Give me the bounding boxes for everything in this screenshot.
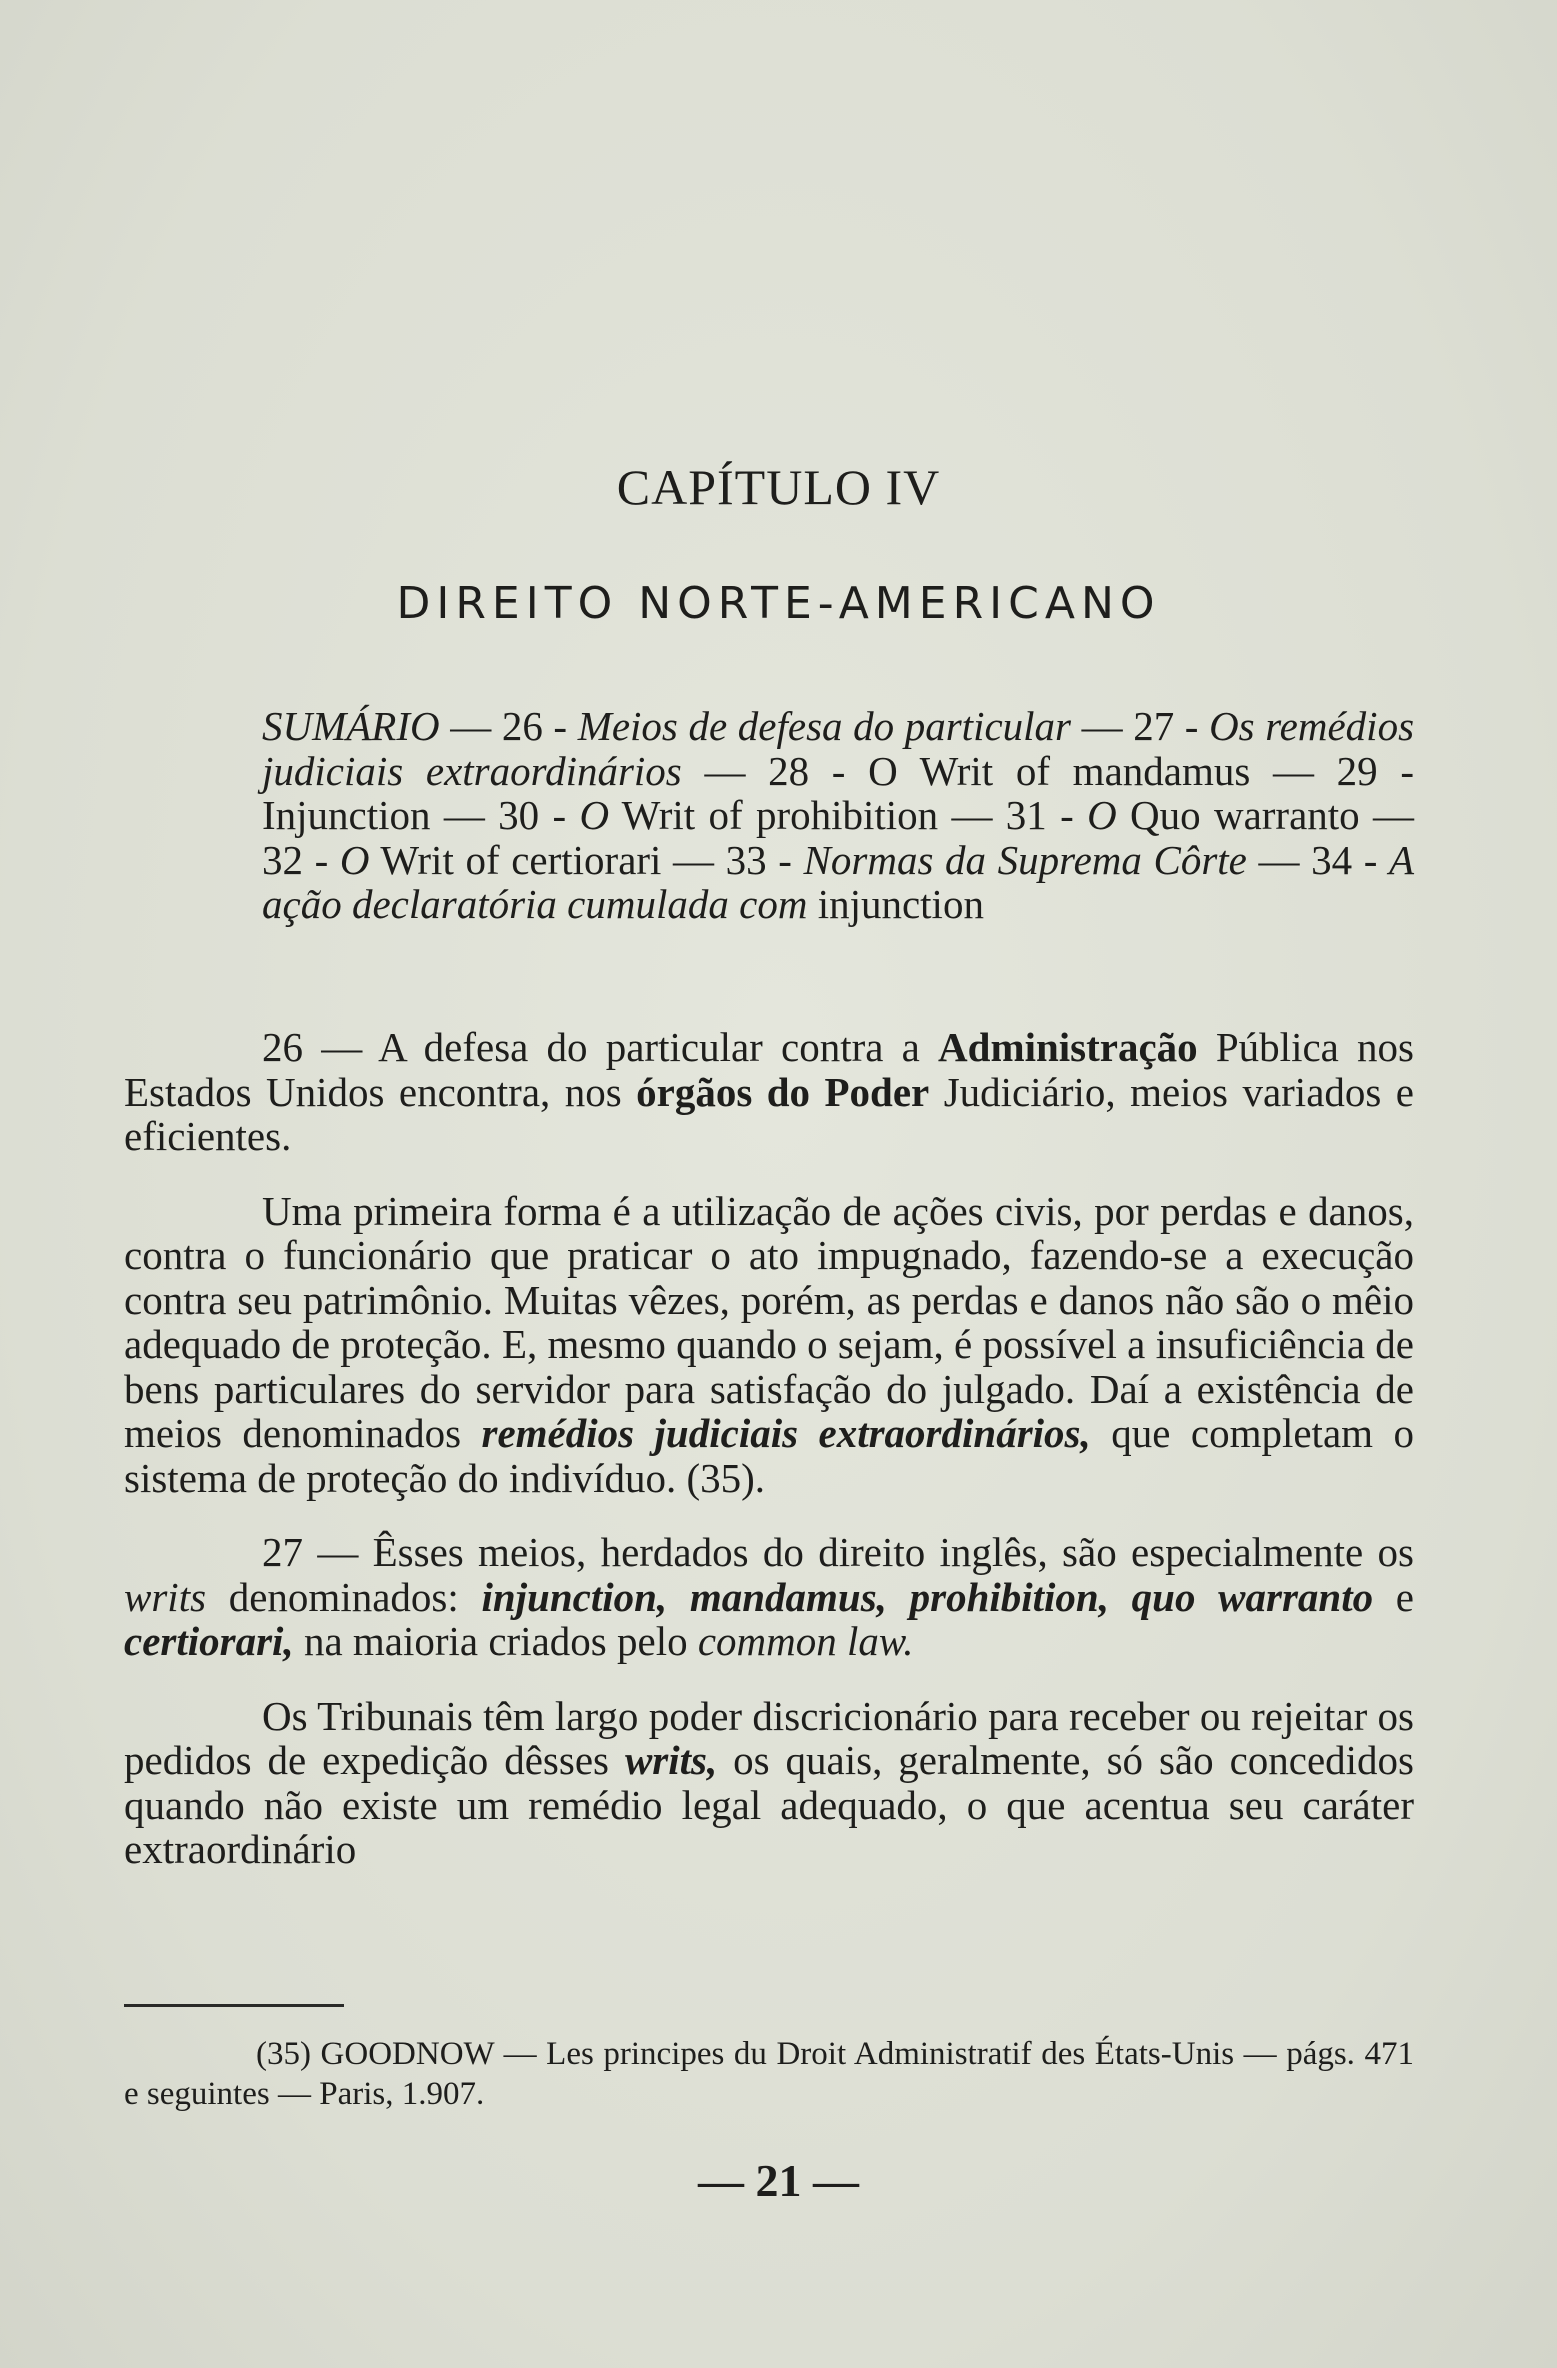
summary-text: — 26 -	[439, 703, 578, 749]
summary-text: O	[579, 792, 610, 838]
paragraph-text: common law.	[697, 1618, 914, 1664]
paragraph-text: na maioria criados pelo	[293, 1618, 698, 1664]
chapter-heading: CAPÍTULO IV	[616, 459, 941, 515]
paragraph-text: Judiciário, meios variados e eficientes.	[124, 1068, 1415, 1159]
chapter-title: DIREITO NORTE-AMERICANO	[396, 578, 1161, 629]
summary-text: — 34 -	[1246, 836, 1389, 883]
body-text	[124, 1025, 1414, 1872]
chapter-summary	[262, 704, 1414, 927]
paragraph-text: remédios judiciais extraordinários,	[481, 1410, 1091, 1456]
summary-text: O	[339, 836, 370, 883]
summary-text: — 33 -	[661, 836, 804, 883]
paragraph-tribunals	[124, 1694, 1414, 1872]
summary-text: Os remédios judiciais extraordinários	[262, 703, 1415, 794]
summary-text: Normas da Suprema Côrte	[803, 836, 1247, 883]
summary-label: SUMÁRIO	[262, 703, 440, 749]
paragraph-text: 27 — Êsses meios, herdados do direito inglês, são especialmente os	[262, 1529, 1414, 1575]
paragraph-text: injunction, mandamus, prohibition, quo warranto	[481, 1573, 1374, 1620]
summary-text: Writ of prohibition — 31 -	[609, 792, 1088, 838]
paragraph-text: que completam o sistema de proteção do indivíduo. (35).	[124, 1410, 1414, 1501]
paragraph-text: writs	[124, 1573, 207, 1620]
summary-text: A ação declaratória cumulada com	[262, 836, 1415, 927]
paragraph-text: e	[1373, 1573, 1414, 1620]
paragraph-text: Administração	[938, 1024, 1198, 1070]
footnote-35: (35) GOODNOW — Les principes du Droit Administratif des États-Unis — págs. 471 e seguintes — Paris, 1.907.	[124, 2036, 1414, 2112]
paragraph-text: Os Tribunais têm largo poder discricionário para receber ou rejeitar os pedidos de expedição dêsses	[124, 1692, 1414, 1783]
paragraph-26	[124, 1025, 1414, 1159]
paragraph-text: denominados:	[206, 1573, 482, 1620]
summary-text: Writ of certiorari	[369, 836, 662, 883]
summary-text: O	[1087, 792, 1117, 838]
paragraph-text: Pública nos Estados Unidos encontra, nos	[124, 1024, 1415, 1115]
summary-text: — 27 -	[1071, 703, 1210, 749]
summary-text: Quo warranto — 32 -	[262, 792, 1414, 883]
page-number: — 21 —	[698, 2155, 859, 2206]
paragraph-actions	[124, 1189, 1414, 1501]
summary-text: Meios de defesa do particular	[577, 703, 1072, 749]
paragraph-text: 26 — A defesa do particular contra a	[262, 1024, 939, 1070]
footnote-divider	[124, 2004, 344, 2007]
paragraph-text: os quais, geralmente, só são concedidos quando não existe um remédio legal adequado, o que acentua seu caráter extraordinário	[124, 1737, 1415, 1872]
paragraph-text: writs,	[624, 1737, 718, 1783]
summary-text: injunction	[807, 881, 984, 927]
summary-text: — 28 - O Writ of mandamus — 29 - Injunction — 30 -	[262, 747, 1414, 838]
paragraph-text: certiorari,	[124, 1618, 294, 1664]
paragraph-27	[124, 1530, 1414, 1664]
paragraph-text: Uma primeira forma é a utilização de ações civis, por perdas e danos, contra o funcionário que praticar o ato impugnado, fazendo-se a execução contra seu patrimônio. Muitas vêzes, porém, as perdas e danos não são o mêio adequado de proteção. E, mesmo quando o sejam, é possível a insuficiência de bens particulares do servidor para satisfação do julgado. Daí a existência de meios denominados	[124, 1187, 1414, 1456]
paragraph-text: órgãos do Poder	[636, 1068, 930, 1115]
